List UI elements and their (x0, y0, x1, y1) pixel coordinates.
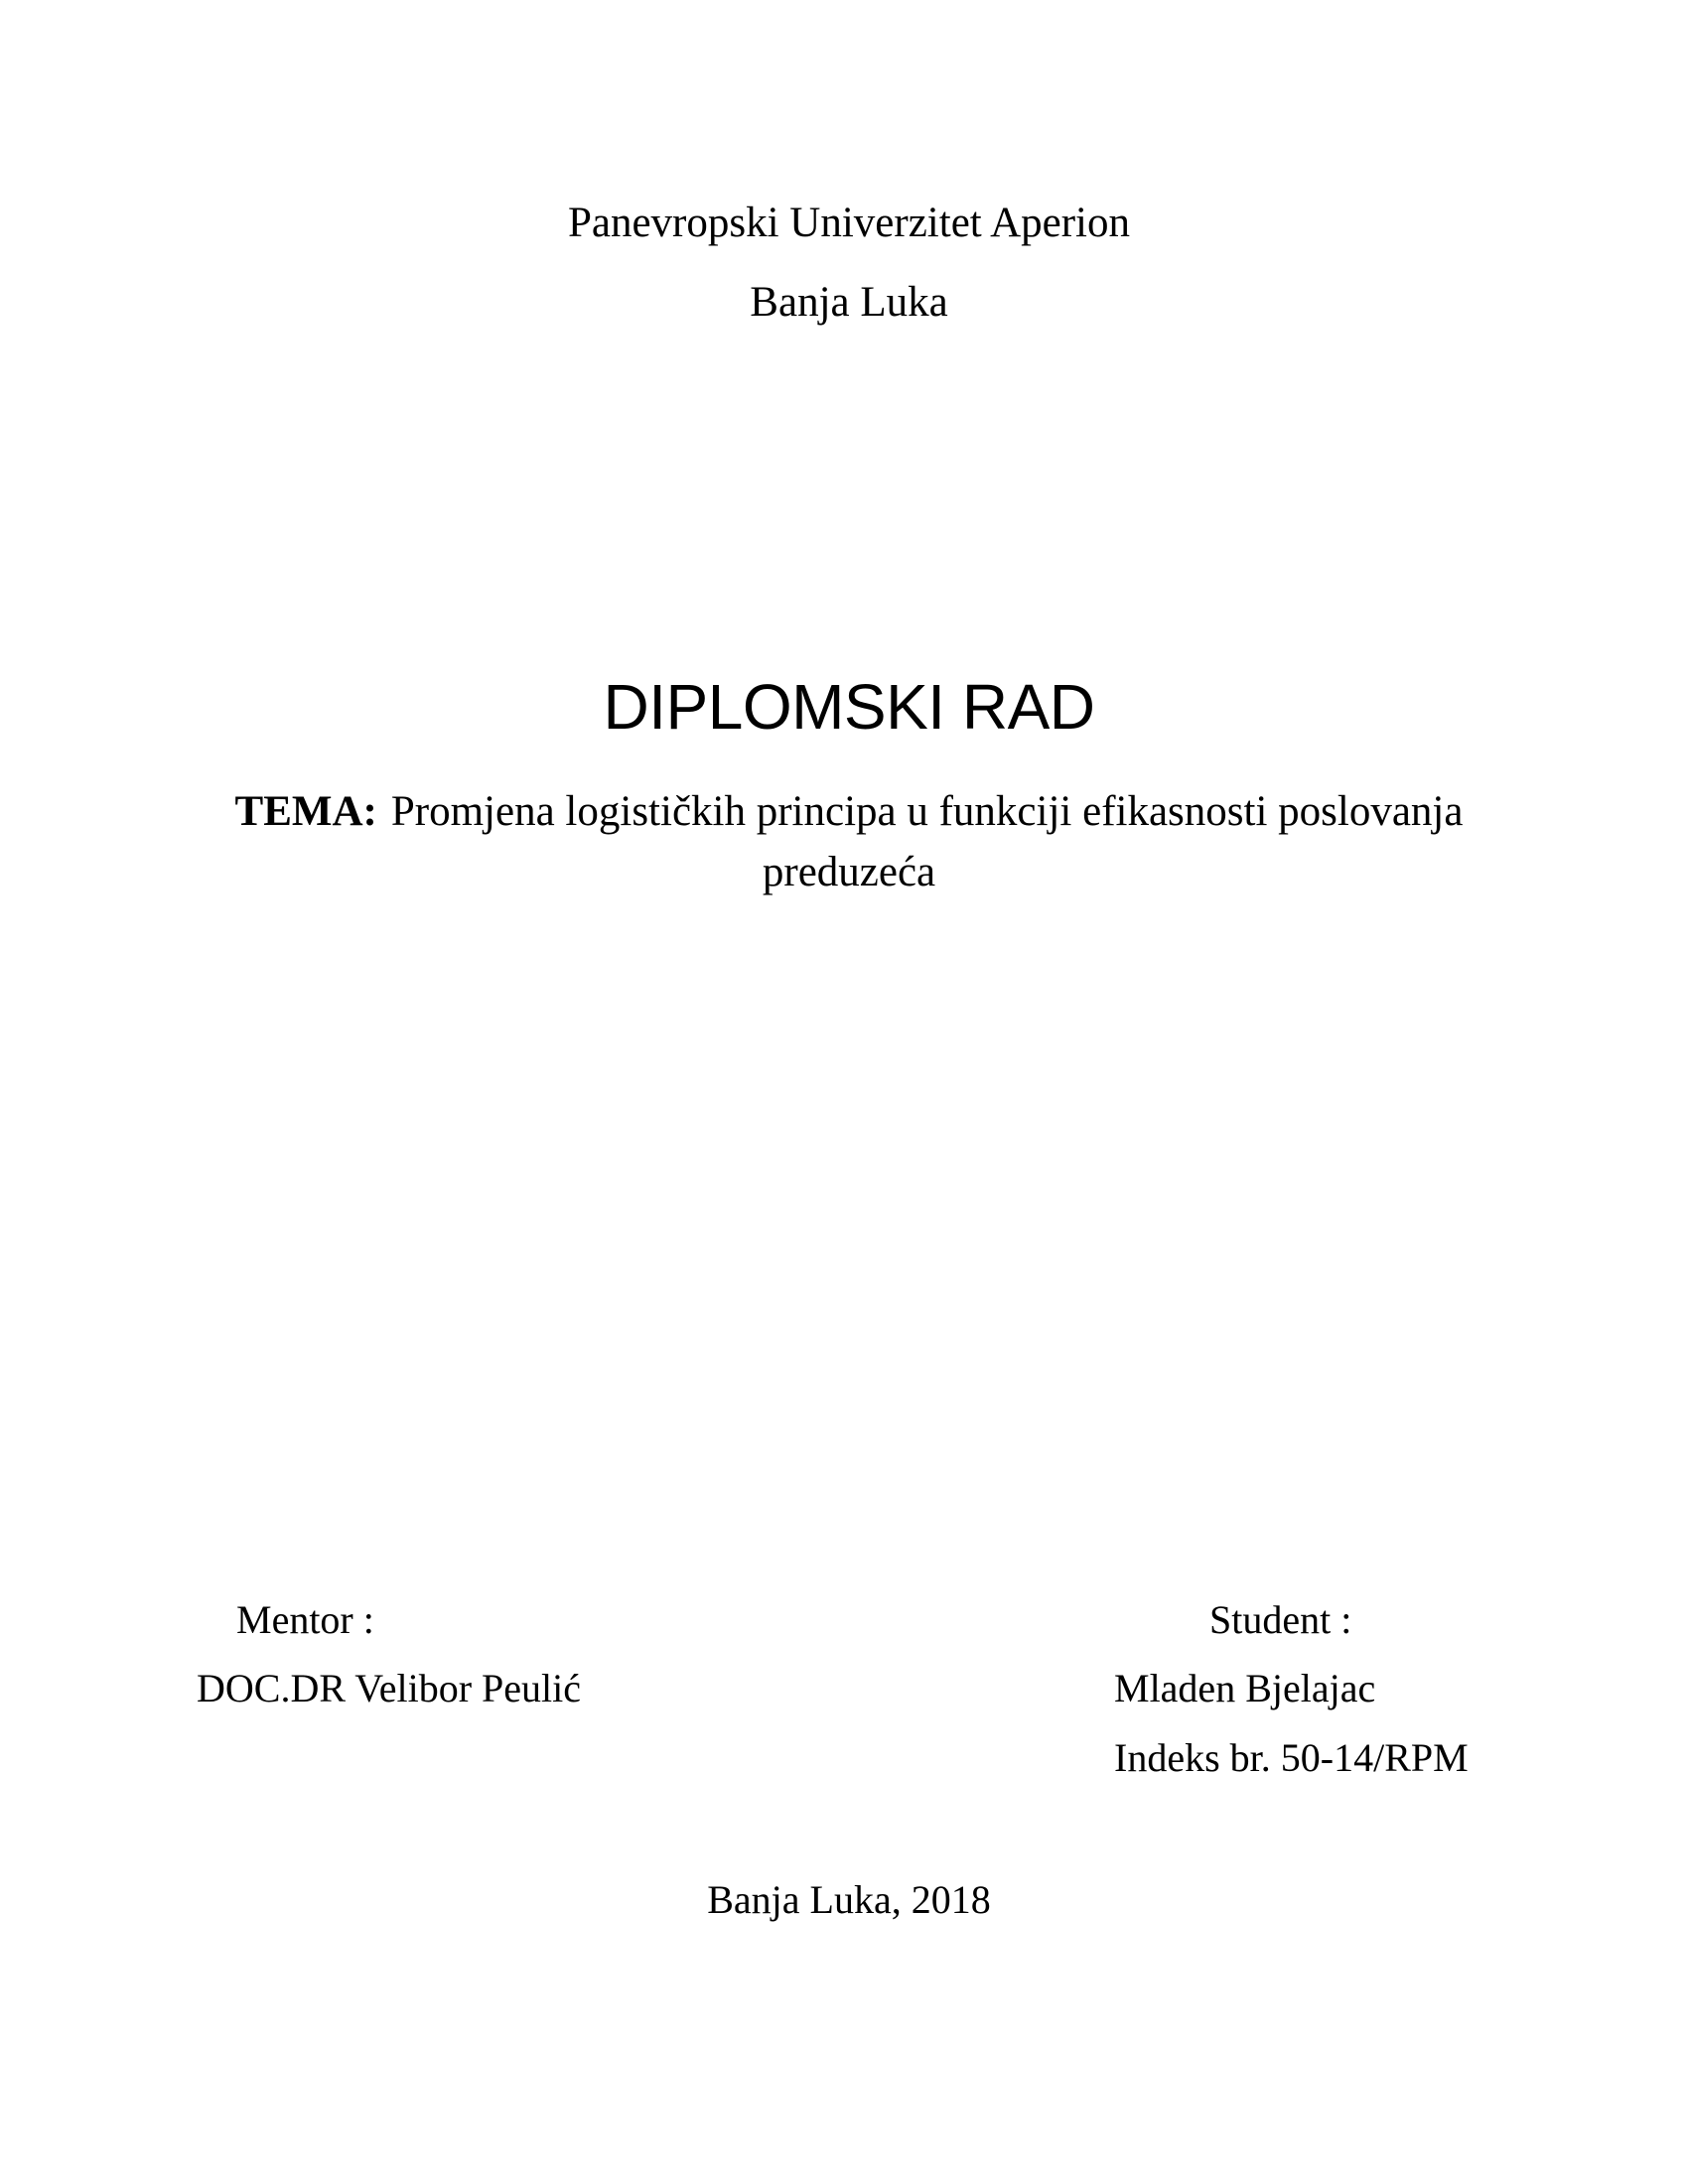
university-city: Banja Luka (750, 279, 948, 326)
mentor-label: Mentor : (236, 1597, 374, 1642)
student-label: Student : (1209, 1597, 1352, 1642)
student-name: Mladen Bjelajac (1114, 1666, 1376, 1710)
topic-label: TEMA: (234, 788, 377, 835)
mentor-name: DOC.DR Velibor Peulić (197, 1666, 582, 1710)
topic-line-1 (0, 790, 1688, 833)
topic-text-line-1: Promjena logističkih principa u funkciji efikasnosti poslovanja (390, 788, 1464, 835)
university-name: Panevropski Univerzitet Aperion (567, 200, 1131, 246)
student-index-number: Indeks br. 50-14/RPM (1114, 1735, 1469, 1780)
place-and-date: Banja Luka, 2018 (707, 1877, 991, 1922)
topic-text-line-2: preduzeća (762, 849, 936, 895)
document-type-title: DIPLOMSKI RAD (603, 671, 1095, 743)
